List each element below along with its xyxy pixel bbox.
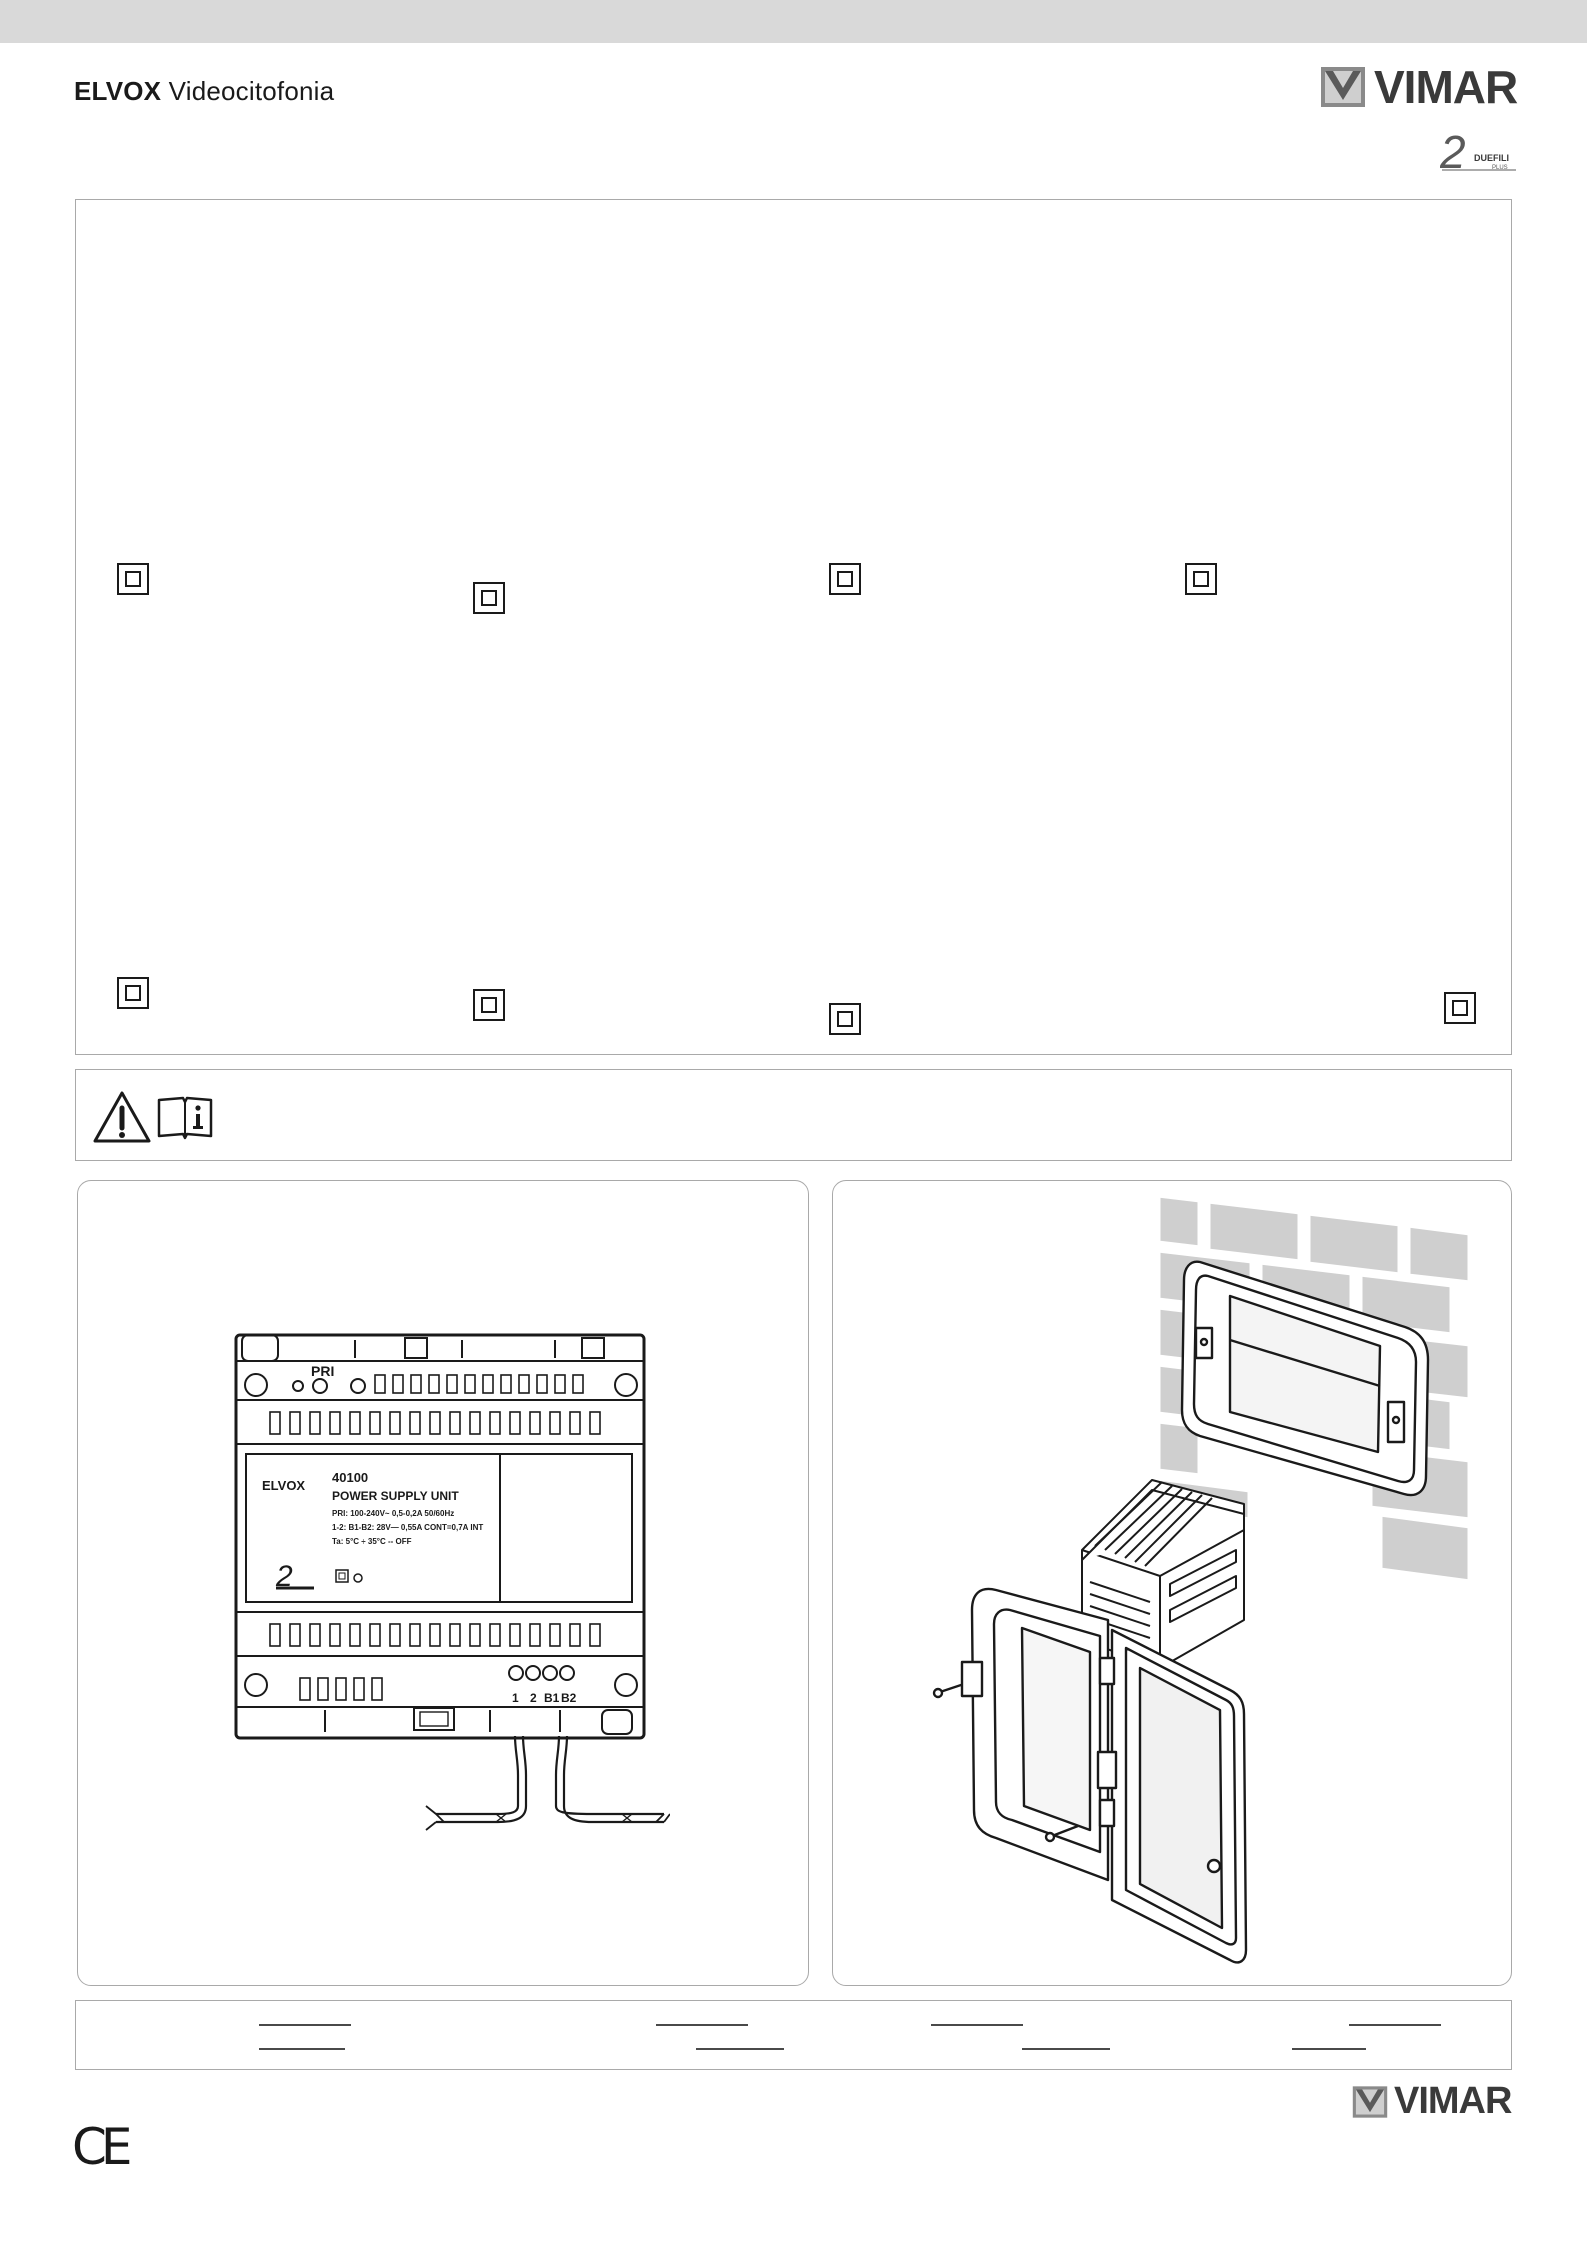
svg-text:POWER SUPPLY UNIT: POWER SUPPLY UNIT [332, 1489, 459, 1503]
warning-triangle-icon [92, 1090, 152, 1144]
warning-section [75, 1069, 1512, 1161]
brand-subtitle: Videocitofonia [168, 76, 335, 106]
footer-underline [1292, 2048, 1366, 2050]
svg-text:40100: 40100 [332, 1470, 369, 1485]
duefili-plus-icon [1440, 128, 1516, 174]
footer-underline [259, 2024, 351, 2026]
double-insulation-icon [829, 563, 861, 595]
vimar-logo [1320, 60, 1517, 114]
power-supply-unit-drawing [230, 1330, 670, 1840]
double-insulation-icon [117, 977, 149, 1009]
wall-box-installation-drawing [900, 1190, 1480, 1980]
svg-text:B1: B1 [544, 1691, 560, 1705]
footer-section [75, 2000, 1512, 2070]
read-manual-icon [156, 1094, 214, 1140]
vimar-logo-icon [1320, 66, 1366, 108]
ce-mark: CE [72, 2118, 127, 2176]
svg-text:DUEFILI: DUEFILI [1474, 153, 1509, 163]
footer-underline [931, 2024, 1023, 2026]
footer-underline [259, 2048, 345, 2050]
top-bar [0, 0, 1587, 43]
svg-text:PRI: PRI [311, 1363, 335, 1379]
brand-header [74, 76, 334, 107]
double-insulation-icon [1185, 563, 1217, 595]
svg-text:2: 2 [276, 1560, 293, 1593]
vimar-logo-icon [1352, 2085, 1388, 2119]
brand-name: ELVOX [74, 76, 162, 106]
double-insulation-icon [1444, 992, 1476, 1024]
svg-text:PLUS: PLUS [1492, 165, 1508, 171]
svg-text:ELVOX: ELVOX [262, 1478, 306, 1493]
double-insulation-icon [117, 563, 149, 595]
footer-underline [656, 2024, 748, 2026]
svg-text:Ta: 5°C ÷ 35°C -- OFF: Ta: 5°C ÷ 35°C -- OFF [332, 1537, 412, 1546]
svg-text:B2: B2 [561, 1691, 577, 1705]
svg-text:1-2: B1-B2: 28V— 0,55A CONT=0,: 1-2: B1-B2: 28V— 0,55A CONT=0,7A INT [332, 1523, 484, 1532]
svg-text:2: 2 [1440, 128, 1466, 174]
footer-underline [1022, 2048, 1110, 2050]
svg-text:2: 2 [530, 1691, 537, 1705]
double-insulation-icon [829, 1003, 861, 1035]
footer-underline [696, 2048, 784, 2050]
double-insulation-icon [473, 582, 505, 614]
vimar-logo-text: VIMAR [1394, 2080, 1512, 2122]
vimar-logo-footer [1352, 2080, 1511, 2123]
svg-text:PRI: 100-240V~ 0,5-0,2A 50/60H: PRI: 100-240V~ 0,5-0,2A 50/60Hz [332, 1509, 455, 1518]
double-insulation-icon [473, 989, 505, 1021]
vimar-logo-text: VIMAR [1374, 61, 1518, 113]
main-section [75, 199, 1512, 1055]
footer-underline [1349, 2024, 1441, 2026]
svg-text:1: 1 [512, 1691, 519, 1705]
